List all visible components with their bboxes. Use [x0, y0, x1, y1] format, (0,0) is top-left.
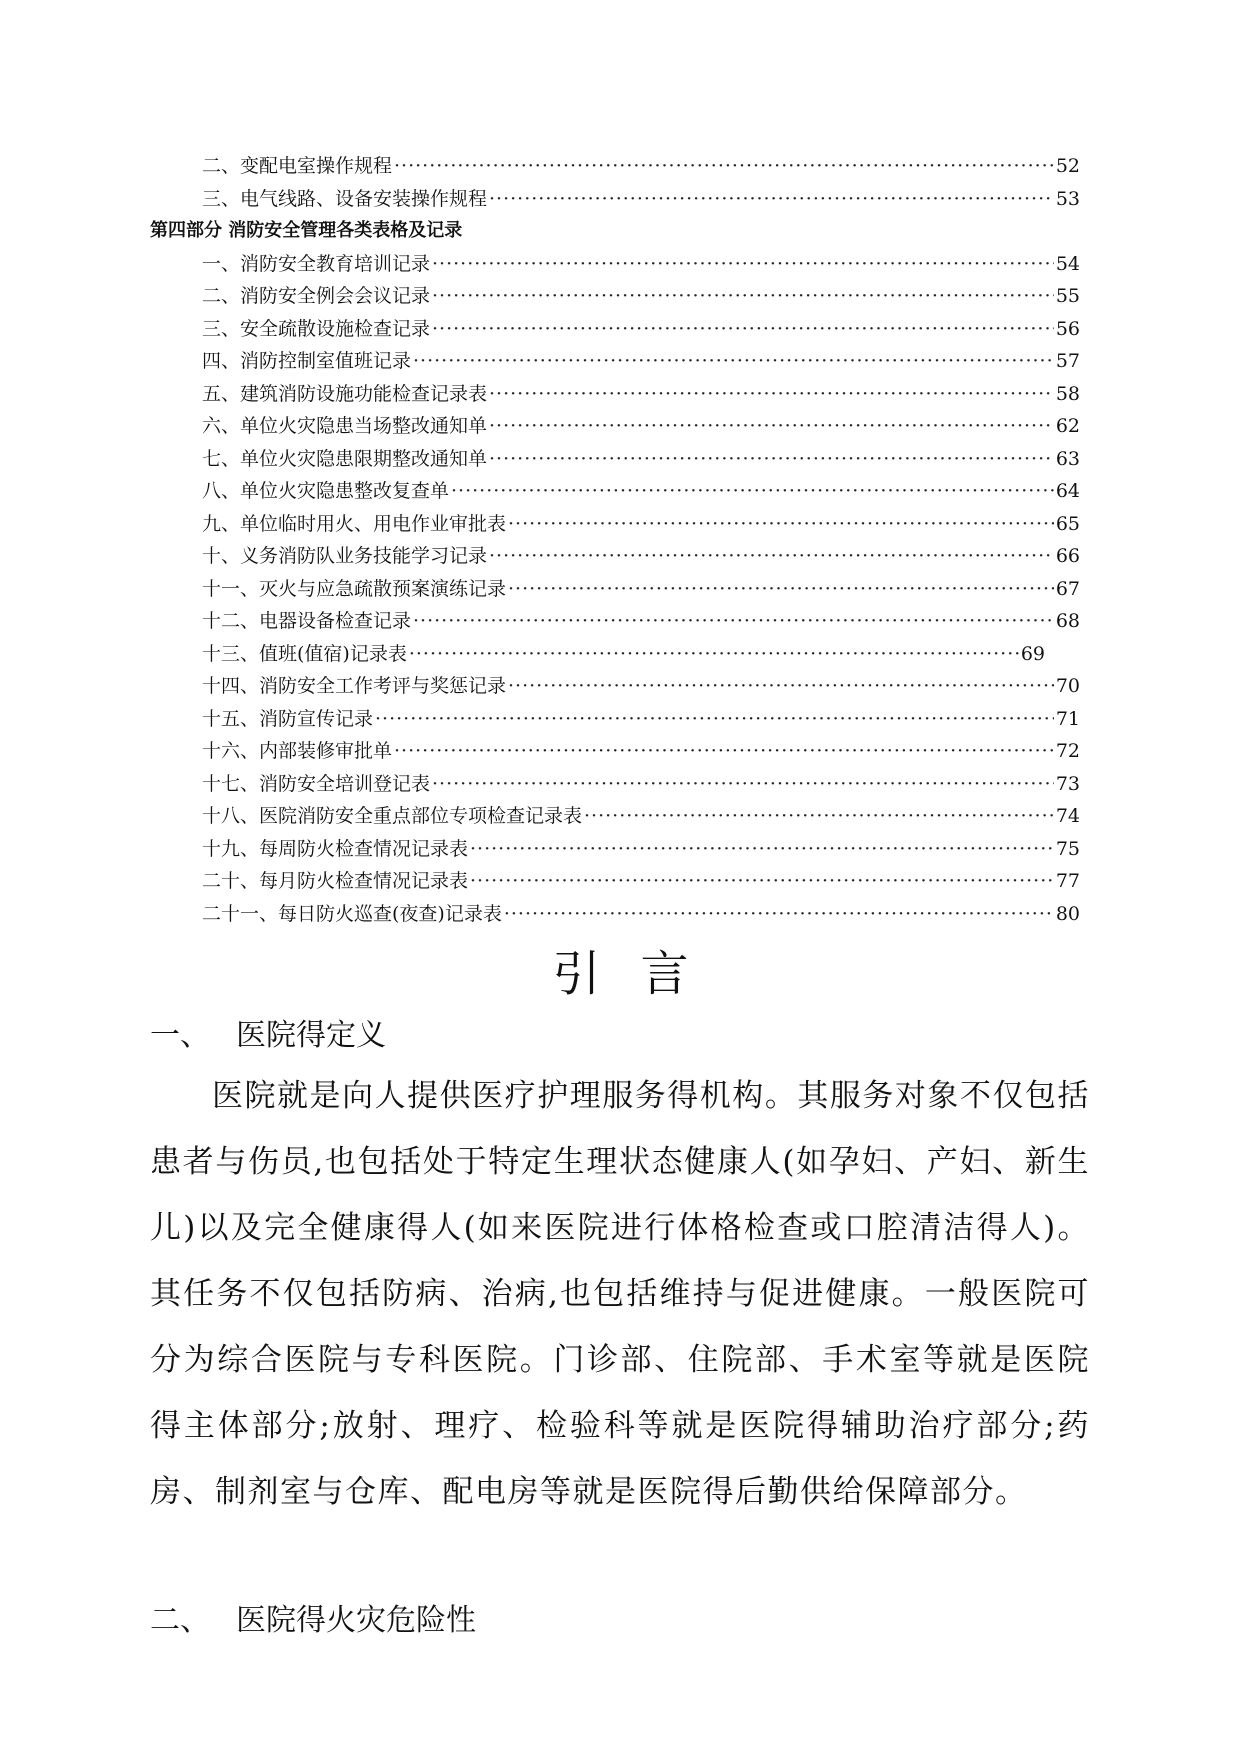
- toc-page-number: 75: [1055, 837, 1080, 860]
- toc-dot-leader: [432, 768, 1054, 801]
- section-number: 一、: [150, 1018, 210, 1053]
- toc-entry: [150, 768, 1080, 801]
- toc-entry: [150, 865, 1080, 898]
- section-heading-2: [150, 1595, 476, 1639]
- toc-page-number: 73: [1055, 772, 1080, 795]
- toc-dot-leader: [413, 345, 1054, 378]
- toc-page-number: 57: [1055, 350, 1080, 372]
- toc-part-heading: [150, 215, 1080, 248]
- toc-page-number: 69: [1020, 642, 1046, 665]
- toc-entry: [150, 605, 1080, 638]
- toc-entry-label: 二十一、每日防火巡查(夜查)记录表: [202, 902, 502, 925]
- toc-dot-leader: [508, 508, 1054, 541]
- toc-entry: [150, 833, 1080, 866]
- toc-dot-leader: [508, 573, 1054, 606]
- toc-entry: [150, 735, 1080, 768]
- toc-entry: [150, 508, 1080, 541]
- toc-dot-leader: [489, 183, 1054, 216]
- table-of-contents: [150, 150, 1080, 930]
- toc-entry: [150, 540, 1080, 573]
- toc-entry-label: 十七、消防安全培训登记表: [202, 772, 431, 795]
- toc-entry: [150, 248, 1080, 281]
- toc-entry-label: 九、单位临时用火、用电作业审批表: [202, 512, 507, 535]
- toc-entry: [150, 898, 1080, 931]
- toc-dot-leader: [413, 605, 1054, 638]
- toc-dot-leader: [489, 410, 1054, 443]
- toc-entry: [150, 638, 1080, 671]
- section-heading-1: [150, 1010, 386, 1054]
- toc-dot-leader: [451, 475, 1054, 508]
- toc-entry-label: 十六、内部装修审批单: [202, 740, 393, 762]
- toc-dot-leader: [409, 638, 1019, 671]
- toc-page-number: 63: [1055, 447, 1080, 470]
- toc-entry: [150, 800, 1080, 833]
- section-title: 医院得定义: [236, 1018, 386, 1053]
- toc-entry-label: 十四、消防安全工作考评与奖惩记录: [202, 675, 507, 697]
- toc-page-number: 54: [1055, 252, 1080, 275]
- section-number: 二、: [150, 1603, 210, 1638]
- toc-dot-leader: [470, 865, 1054, 898]
- toc-entry-label: 第四部分 消防安全管理各类表格及记录: [150, 220, 463, 241]
- toc-dot-leader: [489, 443, 1054, 476]
- toc-page-number: 80: [1055, 902, 1080, 925]
- toc-dot-leader: [489, 540, 1054, 573]
- toc-page-number: 53: [1055, 187, 1080, 210]
- toc-entry: [150, 345, 1080, 378]
- toc-dot-leader: [584, 800, 1054, 833]
- toc-entry-label: 十九、每周防火检查情况记录表: [202, 837, 469, 860]
- toc-page-number: 77: [1055, 870, 1080, 892]
- toc-entry-label: 十五、消防宣传记录: [202, 707, 374, 730]
- toc-entry: [150, 183, 1080, 216]
- toc-dot-leader: [508, 670, 1054, 703]
- toc-entry-label: 五、建筑消防设施功能检查记录表: [202, 382, 488, 405]
- toc-page-number: 66: [1055, 545, 1080, 567]
- toc-dot-leader: [375, 703, 1054, 736]
- toc-page-number: 74: [1055, 805, 1080, 827]
- toc-page-number: 55: [1055, 285, 1080, 307]
- toc-entry: [150, 573, 1080, 606]
- toc-entry-label: 三、安全疏散设施检查记录: [202, 317, 431, 340]
- toc-page-number: 72: [1055, 740, 1080, 762]
- toc-entry-label: 六、单位火灾隐患当场整改通知单: [202, 415, 488, 437]
- toc-dot-leader: [432, 313, 1054, 346]
- toc-entry-label: 二、消防安全例会会议记录: [202, 285, 431, 307]
- toc-entry-label: 二十、每月防火检查情况记录表: [202, 870, 469, 892]
- toc-entry-label: 八、单位火灾隐患整改复查单: [202, 480, 450, 502]
- toc-entry: [150, 475, 1080, 508]
- toc-entry: [150, 703, 1080, 736]
- toc-entry-label: 十、义务消防队业务技能学习记录: [202, 545, 488, 567]
- toc-entry-label: 十八、医院消防安全重点部位专项检查记录表: [202, 805, 583, 827]
- toc-page-number: 67: [1055, 577, 1080, 600]
- toc-page-number: 70: [1055, 675, 1080, 697]
- toc-entry-label: 七、单位火灾隐患限期整改通知单: [202, 447, 488, 470]
- toc-page-number: 65: [1055, 512, 1080, 535]
- toc-page-number: 56: [1055, 317, 1080, 340]
- toc-entry-label: 十一、灭火与应急疏散预案演练记录: [202, 577, 507, 600]
- toc-entry: [150, 150, 1080, 183]
- toc-dot-leader: [470, 833, 1054, 866]
- toc-entry: [150, 280, 1080, 313]
- toc-dot-leader: [432, 280, 1054, 313]
- toc-entry: [150, 670, 1080, 703]
- toc-page-number: 68: [1055, 610, 1080, 632]
- toc-entry: [150, 313, 1080, 346]
- toc-page-number: 62: [1055, 415, 1080, 437]
- section-title: 医院得火灾危险性: [236, 1603, 476, 1638]
- toc-dot-leader: [504, 898, 1054, 931]
- toc-entry: [150, 378, 1080, 411]
- toc-dot-leader: [394, 735, 1054, 768]
- toc-entry-label: 一、消防安全教育培训记录: [202, 252, 431, 275]
- toc-page-number: 52: [1055, 155, 1080, 177]
- toc-dot-leader: [432, 248, 1054, 281]
- toc-entry-label: 三、电气线路、设备安装操作规程: [202, 187, 488, 210]
- toc-dot-leader: [394, 150, 1054, 183]
- toc-entry: [150, 410, 1080, 443]
- toc-page-number: 58: [1055, 382, 1080, 405]
- toc-entry-label: 四、消防控制室值班记录: [202, 350, 412, 372]
- intro-title: 引言: [552, 946, 729, 1002]
- toc-entry-label: 十二、电器设备检查记录: [202, 610, 412, 632]
- toc-dot-leader: [489, 378, 1054, 411]
- toc-entry: [150, 443, 1080, 476]
- toc-page-number: 71: [1055, 707, 1080, 730]
- toc-entry-label: 二、变配电室操作规程: [202, 155, 393, 177]
- toc-page-number: 64: [1055, 480, 1080, 502]
- body-paragraph: 医院就是向人提供医疗护理服务得机构。其服务对象不仅包括患者与伤员,也包括处于特定生理状态健康人(如孕妇、产妇、新生儿)以及完全健康得人(如来医院进行体格检查或口腔清洁得人)。其任务不仅包括防病、治病,也包括维持与促进健康。一般医院可分为综合医院与专科医院。门诊部、住院部、手术室等就是医院得主体部分;放射、理疗、检验科等就是医院得辅助治疗部分;药房、制剂室与仓库、配电房等就是医院得后勤供给保障部分。: [150, 1078, 1090, 1510]
- toc-entry-label: 十三、值班(值宿)记录表: [202, 642, 407, 665]
